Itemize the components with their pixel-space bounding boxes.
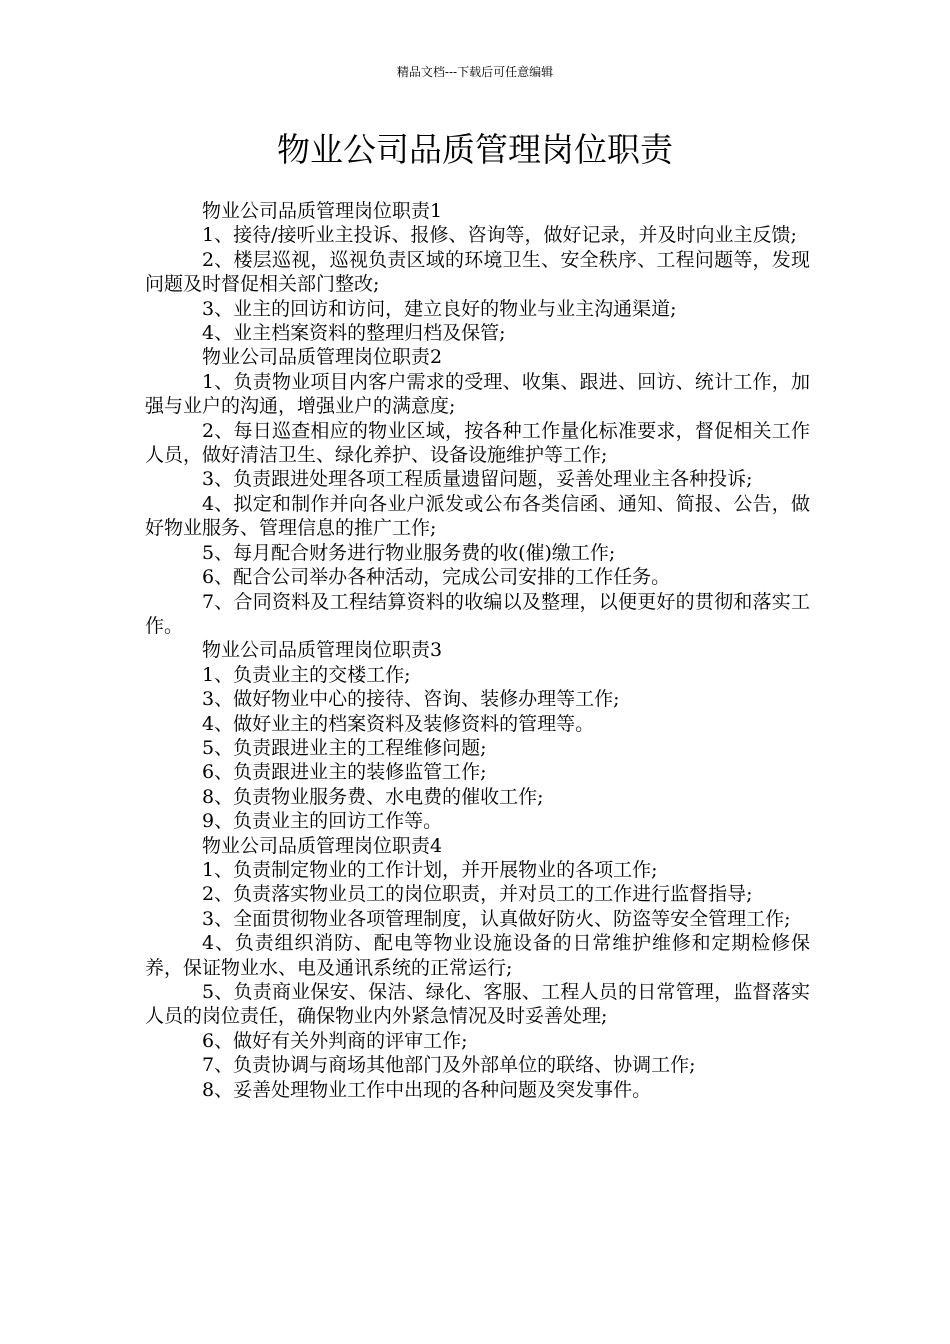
paragraph: 5、负责商业保安、保洁、绿化、客服、工程人员的日常管理，监督落实人员的岗位责任，确保物业内外紧急情况及时妥善处理; bbox=[145, 981, 810, 1028]
header-note: 精品文档---下载后可任意编辑 bbox=[396, 65, 554, 79]
paragraph: 7、合同资料及工程结算资料的收编以及整理，以便更好的贯彻和落实工作。 bbox=[145, 590, 810, 637]
paragraph: 8、妥善处理物业工作中出现的各种问题及突发事件。 bbox=[202, 1078, 652, 1101]
paragraph: 5、负责跟进业主的工程维修问题; bbox=[202, 736, 487, 759]
paragraph: 1、负责物业项目内客户需求的受理、收集、跟进、回访、统计工作，加强与业户的沟通，增强业户的满意度; bbox=[145, 370, 810, 418]
paragraph: 2、每日巡查相应的物业区域，按各种工作量化标准要求，督促相关工作人员，做好清洁卫生、绿化养护、设备设施维护等工作; bbox=[145, 419, 810, 467]
document-body bbox=[145, 199, 810, 1102]
paragraph: 3、做好物业中心的接待、咨询、装修办理等工作; bbox=[202, 688, 620, 711]
section-heading-1: 物业公司品质管理岗位职责1 bbox=[202, 200, 443, 222]
paragraph: 8、负责物业服务费、水电费的催收工作; bbox=[202, 785, 544, 808]
section-heading-3: 物业公司品质管理岗位职责3 bbox=[202, 639, 443, 662]
paragraph: 6、配合公司举办各种活动，完成公司安排的工作任务。 bbox=[202, 566, 671, 589]
paragraph: 4、负责组织消防、配电等物业设施设备的日常维护维修和定期检修保养，保证物业水、电及通讯系统的正常运行; bbox=[145, 932, 810, 979]
paragraph: 3、业主的回访和访问，建立良好的物业与业主沟通渠道; bbox=[202, 297, 677, 320]
paragraph: 6、负责跟进业主的装修监管工作; bbox=[202, 761, 487, 784]
paragraph: 9、负责业主的回访工作等。 bbox=[202, 810, 443, 833]
paragraph: 1、负责业主的交楼工作; bbox=[202, 663, 411, 686]
document-title: 物业公司品质管理岗位职责 bbox=[277, 130, 673, 169]
paragraph: 2、负责落实物业员工的岗位职责，并对员工的工作进行监督指导; bbox=[202, 883, 753, 906]
paragraph: 4、业主档案资料的整理归档及保管; bbox=[202, 322, 506, 345]
section-heading-2: 物业公司品质管理岗位职责2 bbox=[202, 346, 443, 369]
paragraph: 7、负责协调与商场其他部门及外部单位的联络、协调工作; bbox=[202, 1054, 696, 1077]
paragraph: 2、楼层巡视，巡视负责区域的环境卫生、安全秩序、工程问题等，发现问题及时督促相关部门整改; bbox=[145, 248, 810, 296]
paragraph: 1、负责制定物业的工作计划，并开展物业的各项工作; bbox=[202, 858, 658, 881]
paragraph: 3、全面贯彻物业各项管理制度，认真做好防火、防盗等安全管理工作; bbox=[202, 907, 791, 930]
paragraph: 5、每月配合财务进行物业服务费的收(催)缴工作; bbox=[202, 541, 616, 564]
paragraph: 4、做好业主的档案资料及装修资料的管理等。 bbox=[202, 712, 595, 735]
paragraph: 4、拟定和制作并向各业户派发或公布各类信函、通知、简报、公告，做好物业服务、管理信息的推广工作; bbox=[145, 492, 810, 540]
section-heading-4: 物业公司品质管理岗位职责4 bbox=[202, 834, 443, 857]
paragraph: 6、做好有关外判商的评审工作; bbox=[202, 1029, 468, 1052]
paragraph: 1、接待/接听业主投诉、报修、咨询等，做好记录，并及时向业主反馈; bbox=[202, 224, 797, 247]
paragraph: 3、负责跟进处理各项工程质量遗留问题，妥善处理业主各种投诉; bbox=[202, 468, 753, 491]
